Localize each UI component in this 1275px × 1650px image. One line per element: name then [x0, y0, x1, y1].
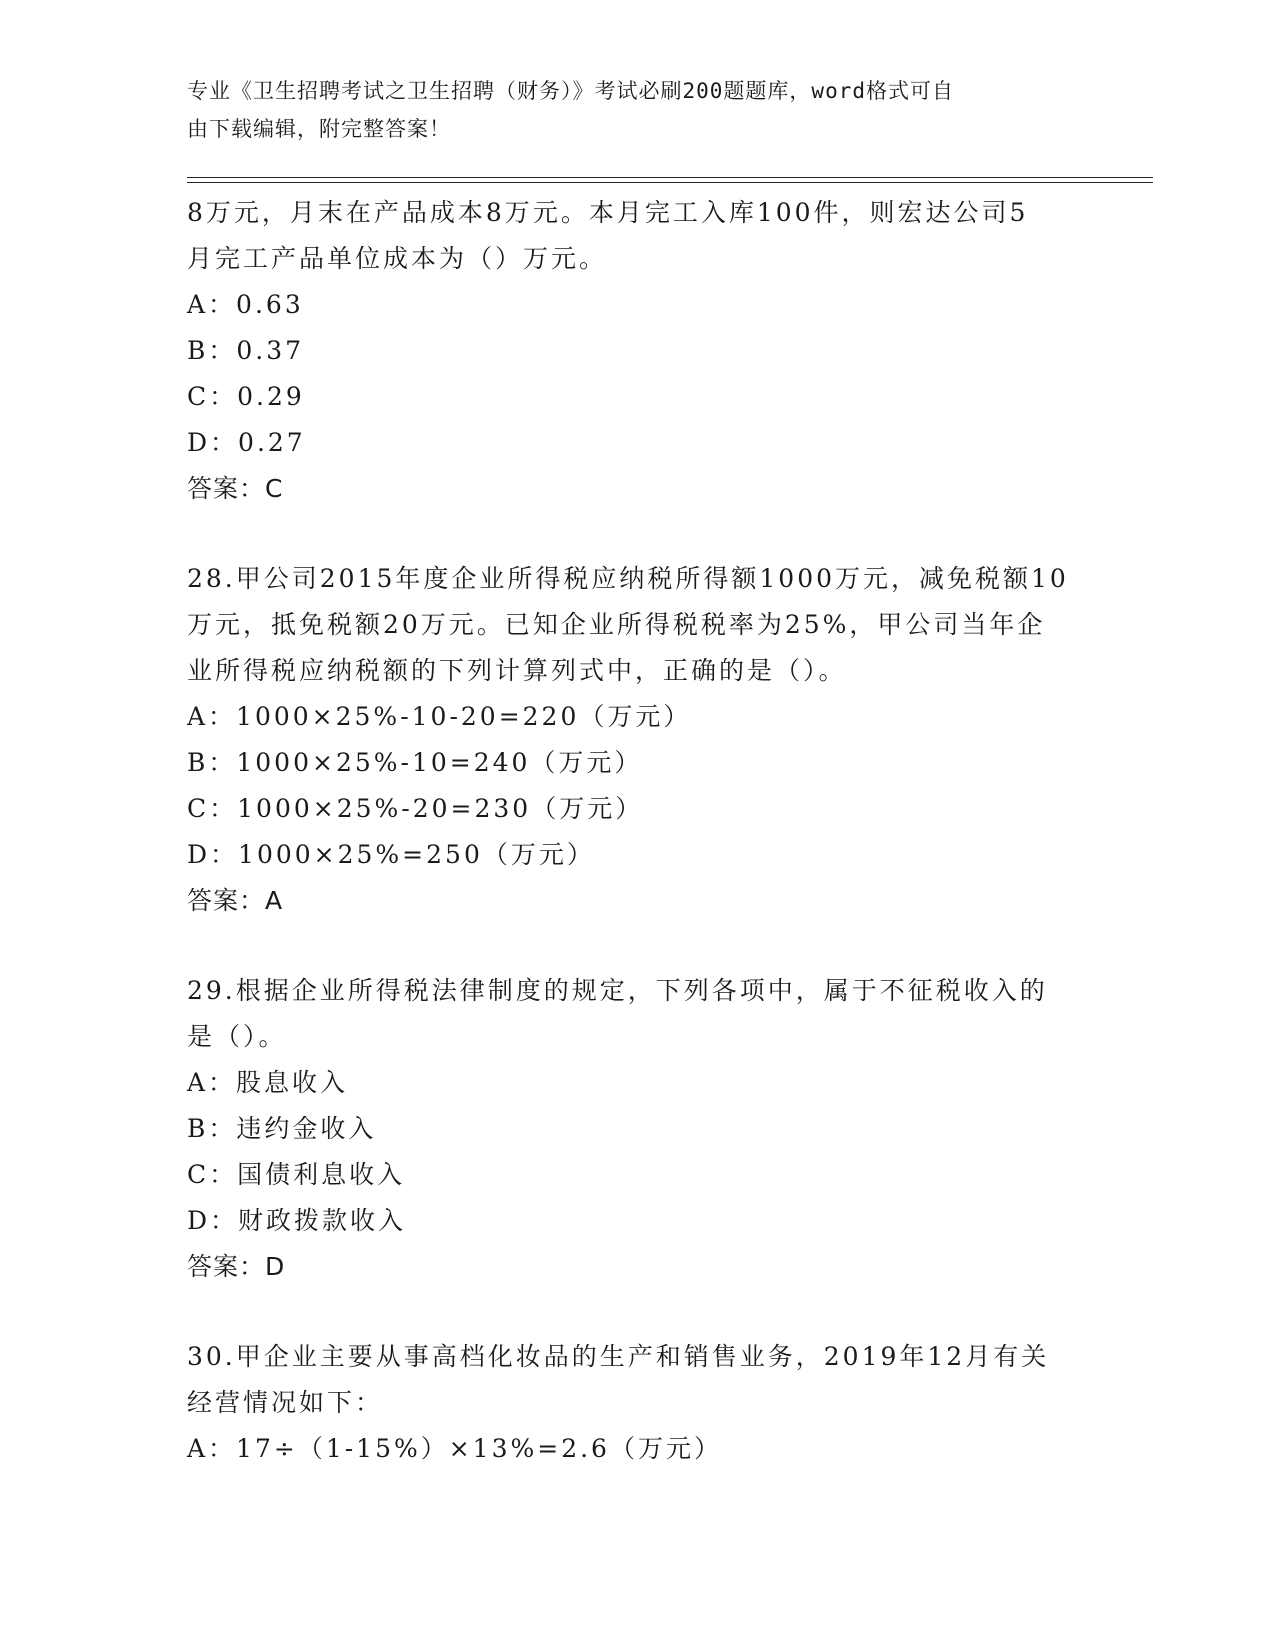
- question-27: [187, 190, 1087, 512]
- option-d: D：0.27: [187, 428, 306, 457]
- question-text-line: 29.根据企业所得税法律制度的规定，下列各项中，属于不征税收入的: [187, 976, 1048, 1005]
- header-line-1: 专业《卫生招聘考试之卫生招聘（财务）》考试必刷200题题库，word格式可自: [187, 79, 954, 103]
- option-a: A：0.63: [187, 290, 304, 319]
- question-text-line: 经营情况如下：: [187, 1388, 384, 1417]
- question-text-line: 8万元，月末在产品成本8万元。本月完工入库100件，则宏达公司5: [187, 198, 1029, 227]
- question-text-line: 30.甲企业主要从事高档化妆品的生产和销售业务，2019年12月有关: [187, 1342, 1050, 1371]
- option-d: D：1000×25%=250（万元）: [187, 840, 595, 869]
- option-b: B：违约金收入: [187, 1114, 377, 1143]
- question-text-line: 万元，抵免税额20万元。已知企业所得税税率为25%，甲公司当年企: [187, 610, 1046, 639]
- answer-line: 答案：D: [187, 1252, 286, 1281]
- option-b: B：1000×25%-10=240（万元）: [187, 748, 643, 777]
- option-c: C：0.29: [187, 382, 305, 411]
- spacer: [187, 924, 1087, 968]
- header-divider-bottom: [187, 182, 1153, 183]
- header-line-2: 由下载编辑，附完整答案！: [187, 117, 451, 141]
- option-a: A：17÷（1-15%）×13%=2.6（万元）: [187, 1434, 722, 1463]
- spacer: [187, 1290, 1087, 1334]
- option-a: A：股息收入: [187, 1068, 349, 1097]
- header-divider-top: [187, 177, 1153, 178]
- question-30: [187, 1334, 1087, 1472]
- spacer: [187, 512, 1087, 556]
- question-text-line: 业所得税应纳税额的下列计算列式中，正确的是（）。: [187, 656, 847, 685]
- option-c: C：国债利息收入: [187, 1160, 406, 1189]
- document-body: [187, 190, 1087, 1472]
- question-28: [187, 556, 1087, 924]
- option-d: D：财政拨款收入: [187, 1206, 407, 1235]
- question-text-line: 28.甲公司2015年度企业所得税应纳税所得额1000万元，减免税额10: [187, 564, 1069, 593]
- answer-line: 答案：A: [187, 886, 284, 915]
- document-header: [187, 72, 1067, 148]
- question-29: [187, 968, 1087, 1290]
- question-text-line: 是（）。: [187, 1022, 287, 1051]
- option-c: C：1000×25%-20=230（万元）: [187, 794, 644, 823]
- answer-line: 答案：C: [187, 474, 284, 503]
- question-text-line: 月完工产品单位成本为（）万元。: [187, 244, 608, 273]
- option-a: A：1000×25%-10-20=220（万元）: [187, 702, 692, 731]
- option-b: B：0.37: [187, 336, 305, 365]
